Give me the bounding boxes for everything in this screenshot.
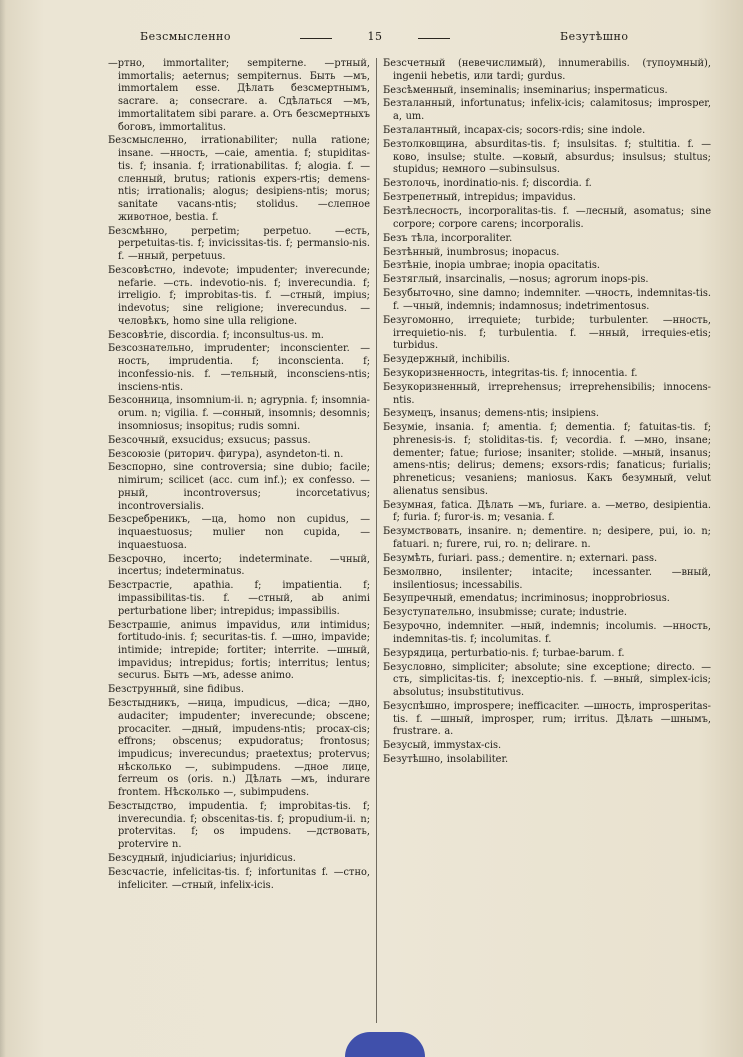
dictionary-entry: Безурядица, perturbatio-nis. f; turbae-barum. f. [383,647,625,659]
column-divider [376,58,377,1023]
running-head [0,30,743,48]
dictionary-entry: Безстыдство, impudentia. f; improbitas-tis. f; inverecundia. f; obscenitas-tis. f; propudium-ii. n; protervitas. f; os impudens. —дствовать, protervire n. [108,801,370,851]
dictionary-entry: Безугомонно, irrequiete; turbide; turbulenter. —нность, irrequietio-nis. f; turbulentia. f. —нный, irrequies-etis; turbidus. [383,314,711,352]
dictionary-entry: Безсребреникъ, —ца, homo non cupidus, — inquaestuosus; mulier non cupida, — inquaestuosa. [108,514,370,551]
dictionary-entry: Безтѣніе, inopia umbrae; inopia opacitatis. [383,260,600,272]
dictionary-entry: Безумная, fatica. Дѣлать —мъ, furiare. a. —метво, desipientia. f; furia. f; furor-is. m; vesania. f. [383,499,711,524]
header-left-guideword: Безсмысленно [140,30,232,43]
dictionary-entry: Безсовѣстно, indevote; impudenter; inverecunde; nefarie. —сть. indevotio-nis. f; inverecundia. f; irreligio. f; improbitas-tis. f. —стный, impius; indevotus; sine religione; inverecundus. — человѣкъ, homo sine ulla religione. [108,264,370,327]
dictionary-entry: Безубыточно, sine damno; indemniter. —чность, indemnitas-tis. f. —чный, indemnis; indamnosus; indetrimentosus. [383,288,711,312]
dictionary-entry: Безсоюзіе (риторич. фигура), asyndeton-ti. n. [108,448,344,460]
dictionary-entry: Безстрашіе, animus impavidus, или intimidus; fortitudo-inis. f; securitas-tis. f. —шно, impavide; intimide; intrepide; fortiter; interrite. —шный, impavidus; intrepidus; fortis; interritus; lentus; securus. Быть —мъ, adesse animo. [108,619,370,682]
dictionary-entry: Безтолковщина, absurditas-tis. f; insulsitas. f; stultitia. f. —ково, insulse; stulte. —ковый, absurdus; insulsus; stultus; stupidus; немного —subinsulsus. [383,138,711,176]
dictionary-entry: Безукоризненный, irreprehensus; irreprehensibilis; innocens-ntis. [383,381,711,406]
dictionary-entry: Безъ тѣла, incorporaliter. [383,232,513,244]
dictionary-entry: Безудержный, inchibilis. [383,354,510,366]
dictionary-entry: Безстрастіе, apathia. f; impatientia. f; impassibilitas-tis. f. —стный, ab animi perturbatione liber; intrepidus; impassibilis. [108,580,370,617]
dictionary-entry: Безтолочь, inordinatio-nis. f; discordia. f. [383,178,592,190]
dictionary-entry: Безсочный, exsucidus; exsucus; passus. [108,434,311,446]
right-column [383,58,711,1033]
dictionary-entry: Безталантный, incapax-cis; socors-rdis; sine indole. [383,125,646,137]
page-number: 15 [330,30,420,43]
dictionary-entry: Безтяглый, insarcinalis, —nosus; agrorum inops-pis. [383,274,649,286]
dictionary-entry: Безсчетный (невечислимый), innumerabilis. (тупоумный), ingenii hebetis, или tardi; gurdus. [383,58,711,82]
dictionary-entry: Безструнный, sine fidibus. [108,684,244,696]
dictionary-entry: Безурочно, indemniter. —ный, indemnis; incolumis. —нность, indemnitas-tis. f; incolumitas. f. [383,621,711,645]
dictionary-entry: Безсовѣтіе, discordia. f; inconsultus-us. m. [108,329,324,341]
dictionary-entry: Безспорно, sine controversia; sine dubio; facile; nimirum; scilicet (acc. cum inf.); ex confesso. —рный, incontroversus; incorcetativus; incontroversialis. [108,462,370,512]
dictionary-entry: Безсмысленно, irrationabiliter; nulla ratione; insane. —нность, —caie, amentia. f; stupiditas-tis. f; insania. f; irrationabilitas. f; alogia. f. —сленный, brutus; rationis expers-rtis; demens-ntis; irrationalis; alogus; desipiens-ntis; morus; sanitate vacans-ntis; stolidus. —слепное животное, bestia. f. [108,135,370,223]
dictionary-entry: Безмолвно, insilenter; intacite; incessanter. —вный, insilentiosus; incessabilis. [383,566,711,591]
dictionary-entry: Безталанный, infortunatus; infelix-icis; calamitosus; improsper, a, um. [383,98,711,123]
dictionary-entry: Безтѣнный, inumbrosus; inopacus. [383,246,560,258]
dictionary-entry: Безусловно, simpliciter; absolute; sine exceptione; directo. —сть, simplicitas-tis. f; inexceptio-nis. f. —вный, simplex-icis; absolutus; insubstitutivus. [383,661,711,699]
dictionary-entry: Безсчастіе, infelicitas-tis. f; infortunitas f. —стно, infeliciter. —стный, infelix-icis. [108,866,370,891]
left-column [108,58,370,1033]
dictionary-entry: Безсмѣнно, perpetim; perpetuo. —есть, perpetuitas-tis. f; invicissitas-tis. f; permansio-nis. f. —нный, perpetuus. [108,225,370,262]
dictionary-entry: Безтѣлесность, incorporalitas-tis. f. —лесный, asomatus; sine corpore; corpore carens; incorporalis. [383,206,711,230]
page-edge-shadow [0,0,6,1057]
dictionary-entry: Безстыдникъ, —ница, impudicus, —dica; —дно, audaciter; impudenter; inverecunde; obscene; procaciter. —дный, impudens-ntis; procax-cis; effrons; obscenus; expudoratus; frontosus; impudicus; inverecundus; praetextus; protervus; нѣсколько —, subimpudens. —дное лице, ferreum os (oris. n.) Дѣлать —мъ, indurare frontem. Нѣсколько —, subimpudens. [108,698,370,799]
dictionary-entry: Безуступательно, insubmisse; curate; industrie. [383,607,628,619]
library-stamp [345,1032,425,1057]
dictionary-entry: Безсонница, insomnium-ii. n; agrypnia. f; insomnia-orum. n; vigilia. f. —сонный, insomnis; desomnis; insomniosus; insopitus; rudis somni. [108,395,370,432]
dictionary-entry: Безтрепетный, intrepidus; impavidus. [383,192,576,204]
dictionary-entry: Безуспѣшно, improspere; inefficaciter. —шность, improsperitas-tis. f. —шный, improsper, rum; irritus. Дѣлать —шнымъ, frustrare. a. [383,701,711,738]
dictionary-entry: —ртно, immortaliter; sempiterne. —ртный, immortalis; aeternus; sempiternus. Быть —мъ, immortalem esse. Дѣлать безсмертнымъ, sacrare. a; consecrare. a. Сдѣлаться —мъ, immortalitatem sibi parare. a. Отъ безсмертныхъ боговъ, immortalitus. [108,58,370,133]
dictionary-entry: Безумецъ, insanus; demens-ntis; insipiens. [383,408,600,420]
dictionary-entry: Безумѣть, furiari. pass.; dementire. n; externari. pass. [383,552,658,564]
dictionary-entry: Безсудный, injudiciarius; injuridicus. [108,853,296,865]
dictionary-entry: Безусый, immystax-cis. [383,740,502,752]
dictionary-entry: Безуміе, insania. f; amentia. f; dementia. f; fatuitas-tis. f; phrenesis-is. f; stoliditas-tis. f; vecordia. f. —мно, insane; dementer; fatue; furiose; insaniter; stolide. —мный, insanus; amens-ntis; delirus; demens; exsors-rdis; fanaticus; furialis; phreneticus; vesaniens; maniosus. Какъ безумный, velut alienatus sensibus. [383,422,711,497]
dictionary-entry: Безсрочно, incerto; indeterminate. —чный, incertus; indeterminatus. [108,553,370,578]
header-right-guideword: Безутѣшно [560,30,629,43]
dictionary-entry: Безсознательно, imprudenter; inconscienter. —ность, imprudentia. f; inconscienta. f; inconfessio-nis. f. —тельный, inconsciens-ntis; insciens-ntis. [108,343,370,393]
dictionary-entry: Безутѣшно, insolabiliter. [383,754,509,766]
dictionary-entry: Безукоризненность, integritas-tis. f; innocentia. f. [383,367,638,379]
dictionary-entry: Безсѣменный, inseminalis; inseminarius; inspermaticus. [383,84,668,96]
dictionary-entry: Безупречный, emendatus; incriminosus; inopprobriosus. [383,593,670,605]
dictionary-entry: Безумствовать, insanire. n; dementire. n; desipere, pui, io. n; fatuari. n; furere, rui, ro. n; delirare. n. [383,526,711,551]
